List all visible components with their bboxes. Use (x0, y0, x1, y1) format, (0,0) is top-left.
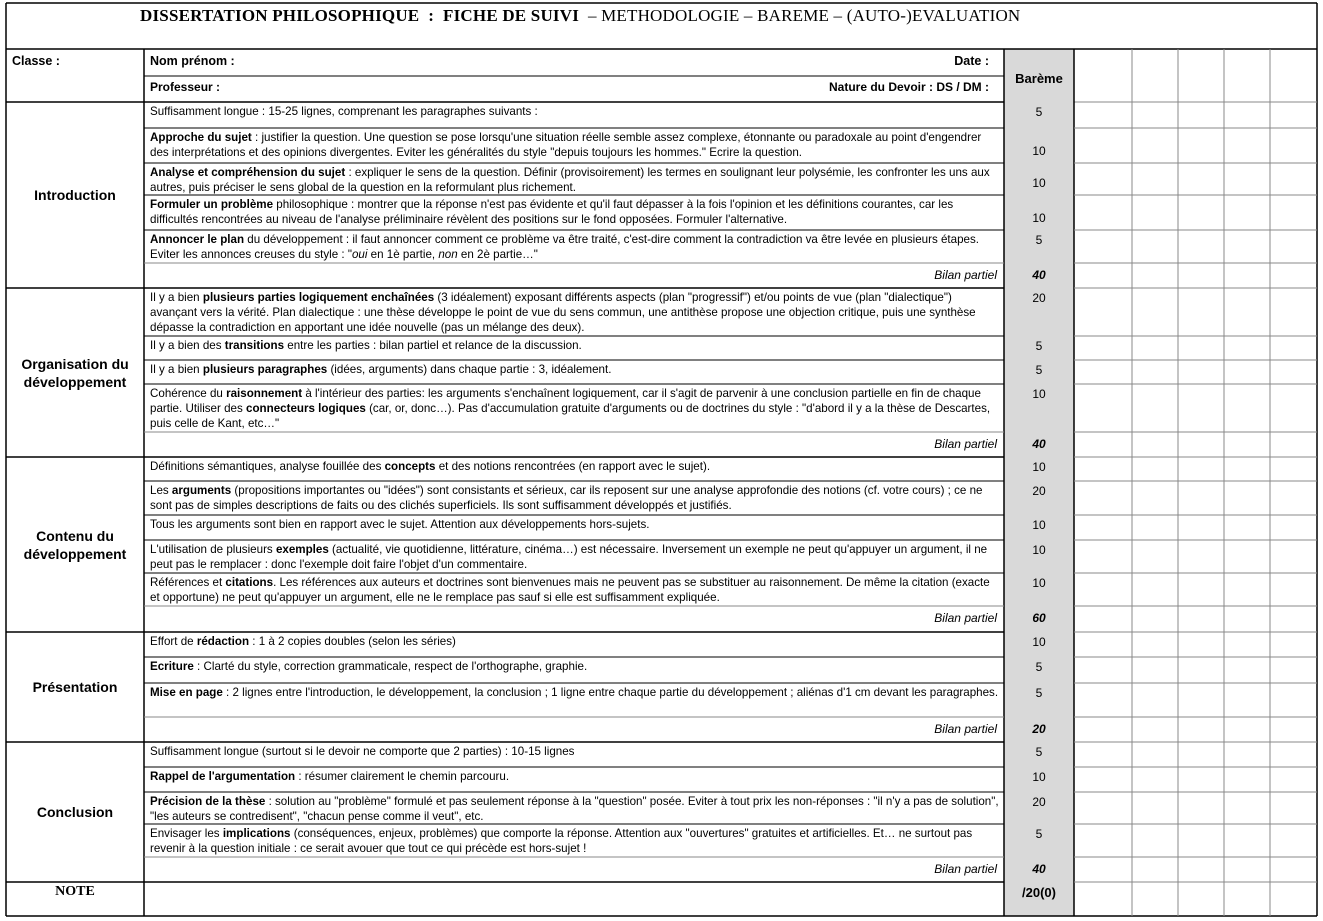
criterion-points: 10 (1032, 576, 1046, 590)
criterion-points: 5 (1035, 339, 1043, 353)
criterion-text: Il y a bien plusieurs parties logiquement enchaînées (3 idéalement) exposant différents aspects (plan "progressif") et/ou points de vue (plan "dialectique") avançant vers la vérité. Plan dialectique : une thèse développe le point de vue du sens commun, une antithèse propose une objection critique, puis une synthèse dépasse la contradiction en apportant une idée nouvelle (pas un mélange des deux). (150, 291, 976, 334)
section-label: Contenu du développement (23, 527, 127, 562)
bareme-header: Barème (1015, 71, 1063, 86)
criterion-points: 20 (1032, 795, 1046, 809)
criterion-text: Mise en page : 2 lignes entre l'introduction, le développement, la conclusion ; 1 ligne entre chaque partie du développement ; aliénas d'1 cm devant les paragraphes. (150, 686, 999, 699)
bilan-partiel-total: 20 (1032, 722, 1046, 736)
criterion-points: 10 (1032, 144, 1046, 158)
section-label: Conclusion (36, 804, 114, 820)
criterion-text: Approche du sujet : justifier la question. Une question se pose lorsqu'une situation réelle semble assez complexe, étonnante ou paradoxale au point d'engendrer des interprétations et des opinions divergentes. Eviter les généralités du style "depuis toujours les hommes." Ecrire la question. (150, 131, 982, 159)
criterion-points: 5 (1035, 745, 1043, 759)
criterion-text: Il y a bien plusieurs paragraphes (idées, arguments) dans chaque partie : 3, idéalement. (150, 363, 612, 376)
criterion-points: 5 (1035, 660, 1043, 674)
criterion-points: 20 (1032, 484, 1046, 498)
criterion-points: 5 (1035, 105, 1043, 119)
criterion-text: Envisager les implications (conséquences, enjeux, problèmes) que comporte la réponse. Attention aux "ouvertures" gratuites et artificielles. Et… ne surtout pas revenir à la question initiale : ce serait avouer que tout ce qui précède est hors-sujet ! (150, 827, 973, 855)
criterion-points: 10 (1032, 460, 1046, 474)
professeur-label: Professeur : (150, 80, 221, 94)
criterion-text: Ecriture : Clarté du style, correction grammaticale, respect de l'orthographe, graphie. (150, 660, 588, 673)
bilan-partiel-label: Bilan partiel (934, 862, 997, 876)
criterion-points: 10 (1032, 518, 1046, 532)
criterion-text: Les arguments (propositions importantes ou "idées") sont consistants et sérieux, car ils reposent sur une analyse approfondie des notions (cf. votre cours) ; ce ne sont pas de simples descriptions de faits ou des clichés superficiels. Ils sont suffisamment développés et justifiés. (150, 484, 983, 512)
note-total: /20(0) (1022, 885, 1056, 900)
criterion-text: Références et citations. Les références aux auteurs et doctrines sont bienvenues mais ne peuvent pas se substituer au raisonnement. De même la citation (exacte et opportune) ne peut qu'appuyer un argument, elle ne le remplace pas sauf si elle est suffisamment expliquée. (150, 576, 990, 604)
criterion-text: L'utilisation de plusieurs exemples (actualité, vie quotidienne, littérature, cinéma…) est nécessaire. Inversement un exemple ne peut qu'appuyer un argument, il ne peut pas le remplacer : donc l'exemple doit faire l'objet d'un commentaire. (150, 543, 988, 571)
criterion-text: Effort de rédaction : 1 à 2 copies doubles (selon les séries) (150, 635, 456, 648)
criterion-text: Formuler un problème philosophique : montrer que la réponse n'est pas évidente et qu'il faut dépasser à la fois l'opinion et les définitions courantes, car les difficultés rencontrées au niveau de l'analyse préliminaire révèlent des positions sur le fond opposées. Formuler l'alternative. (150, 198, 954, 226)
criterion-points: 5 (1035, 363, 1043, 377)
criterion-points: 10 (1032, 387, 1046, 401)
criterion-text: Annoncer le plan du développement : il faut annoncer comment ce problème va être traité, c'est-dire comment la contradiction va être levée en plusieurs étapes. Eviter les annonces creuses du style : "oui en 1è partie, non en 2è partie…" (150, 233, 980, 261)
document-title: DISSERTATION PHILOSOPHIQUE : FICHE DE SUIVI – METHODOLOGIE – BAREME – (AUTO-)EVALUATION (140, 6, 1021, 25)
criterion-text: Il y a bien des transitions entre les parties : bilan partiel et relance de la discussion. (150, 339, 582, 352)
criterion-text: Suffisamment longue : 15-25 lignes, comprenant les paragraphes suivants : (150, 105, 538, 118)
date-label: Date : (954, 54, 989, 68)
bilan-partiel-label: Bilan partiel (934, 268, 997, 282)
note-label: NOTE (55, 884, 95, 899)
criterion-text: Précision de la thèse : solution au "problème" formulé et pas seulement réponse à la "question" posée. Eviter à tout prix les non-réponses : "il n'y a pas de solution", "les auteurs se contredisent", "chacun pense comme il veut", etc. (150, 795, 999, 823)
criterion-points: 10 (1032, 211, 1046, 225)
bilan-partiel-total: 60 (1032, 611, 1046, 625)
criterion-text: Suffisamment longue (surtout si le devoir ne comporte que 2 parties) : 10-15 lignes (150, 745, 575, 758)
section-label: Introduction (34, 187, 116, 203)
criterion-points: 5 (1035, 827, 1043, 841)
section-label: Organisation du développement (21, 355, 129, 390)
criterion-text: Tous les arguments sont bien en rapport avec le sujet. Attention aux développements hors-sujets. (150, 518, 650, 531)
nom-prenom-label: Nom prénom : (150, 54, 235, 68)
criterion-points: 5 (1035, 233, 1043, 247)
criterion-points: 10 (1032, 543, 1046, 557)
criterion-points: 10 (1032, 770, 1046, 784)
criterion-points: 10 (1032, 176, 1046, 190)
criterion-text: Définitions sémantiques, analyse fouillée des concepts et des notions rencontrées (en rapport avec le sujet). (150, 460, 711, 473)
criterion-text: Analyse et compréhension du sujet : expliquer le sens de la question. Définir (provisoirement) les termes en soulignant leur polysémie, les confronter les uns aux autres, puis préciser le sens global de la question en la reformulant plus richement. (150, 166, 990, 194)
bilan-partiel-total: 40 (1032, 862, 1046, 876)
bilan-partiel-label: Bilan partiel (934, 437, 997, 451)
classe-label: Classe : (12, 54, 60, 68)
criterion-points: 5 (1035, 686, 1043, 700)
criterion-points: 20 (1032, 291, 1046, 305)
bilan-partiel-total: 40 (1032, 437, 1046, 451)
nature-devoir-label: Nature du Devoir : DS / DM : (828, 80, 989, 94)
section-label: Présentation (32, 679, 118, 695)
bilan-partiel-label: Bilan partiel (934, 722, 997, 736)
criterion-text: Rappel de l'argumentation : résumer clairement le chemin parcouru. (150, 770, 510, 783)
criterion-points: 10 (1032, 635, 1046, 649)
bilan-partiel-label: Bilan partiel (934, 611, 997, 625)
criterion-text: Cohérence du raisonnement à l'intérieur des parties: les arguments s'enchaînent logiquement, car il s'agit de parvenir à une conclusion partielle en fin de chaque partie. Utiliser des connecteurs logiques (car, or, donc…). Pas d'accumulation gratuite d'arguments ou de doctrines du style : "d'abord il y a la thèse de Descartes, puis celle de Kant, etc…" (150, 387, 991, 430)
bilan-partiel-total: 40 (1032, 268, 1046, 282)
